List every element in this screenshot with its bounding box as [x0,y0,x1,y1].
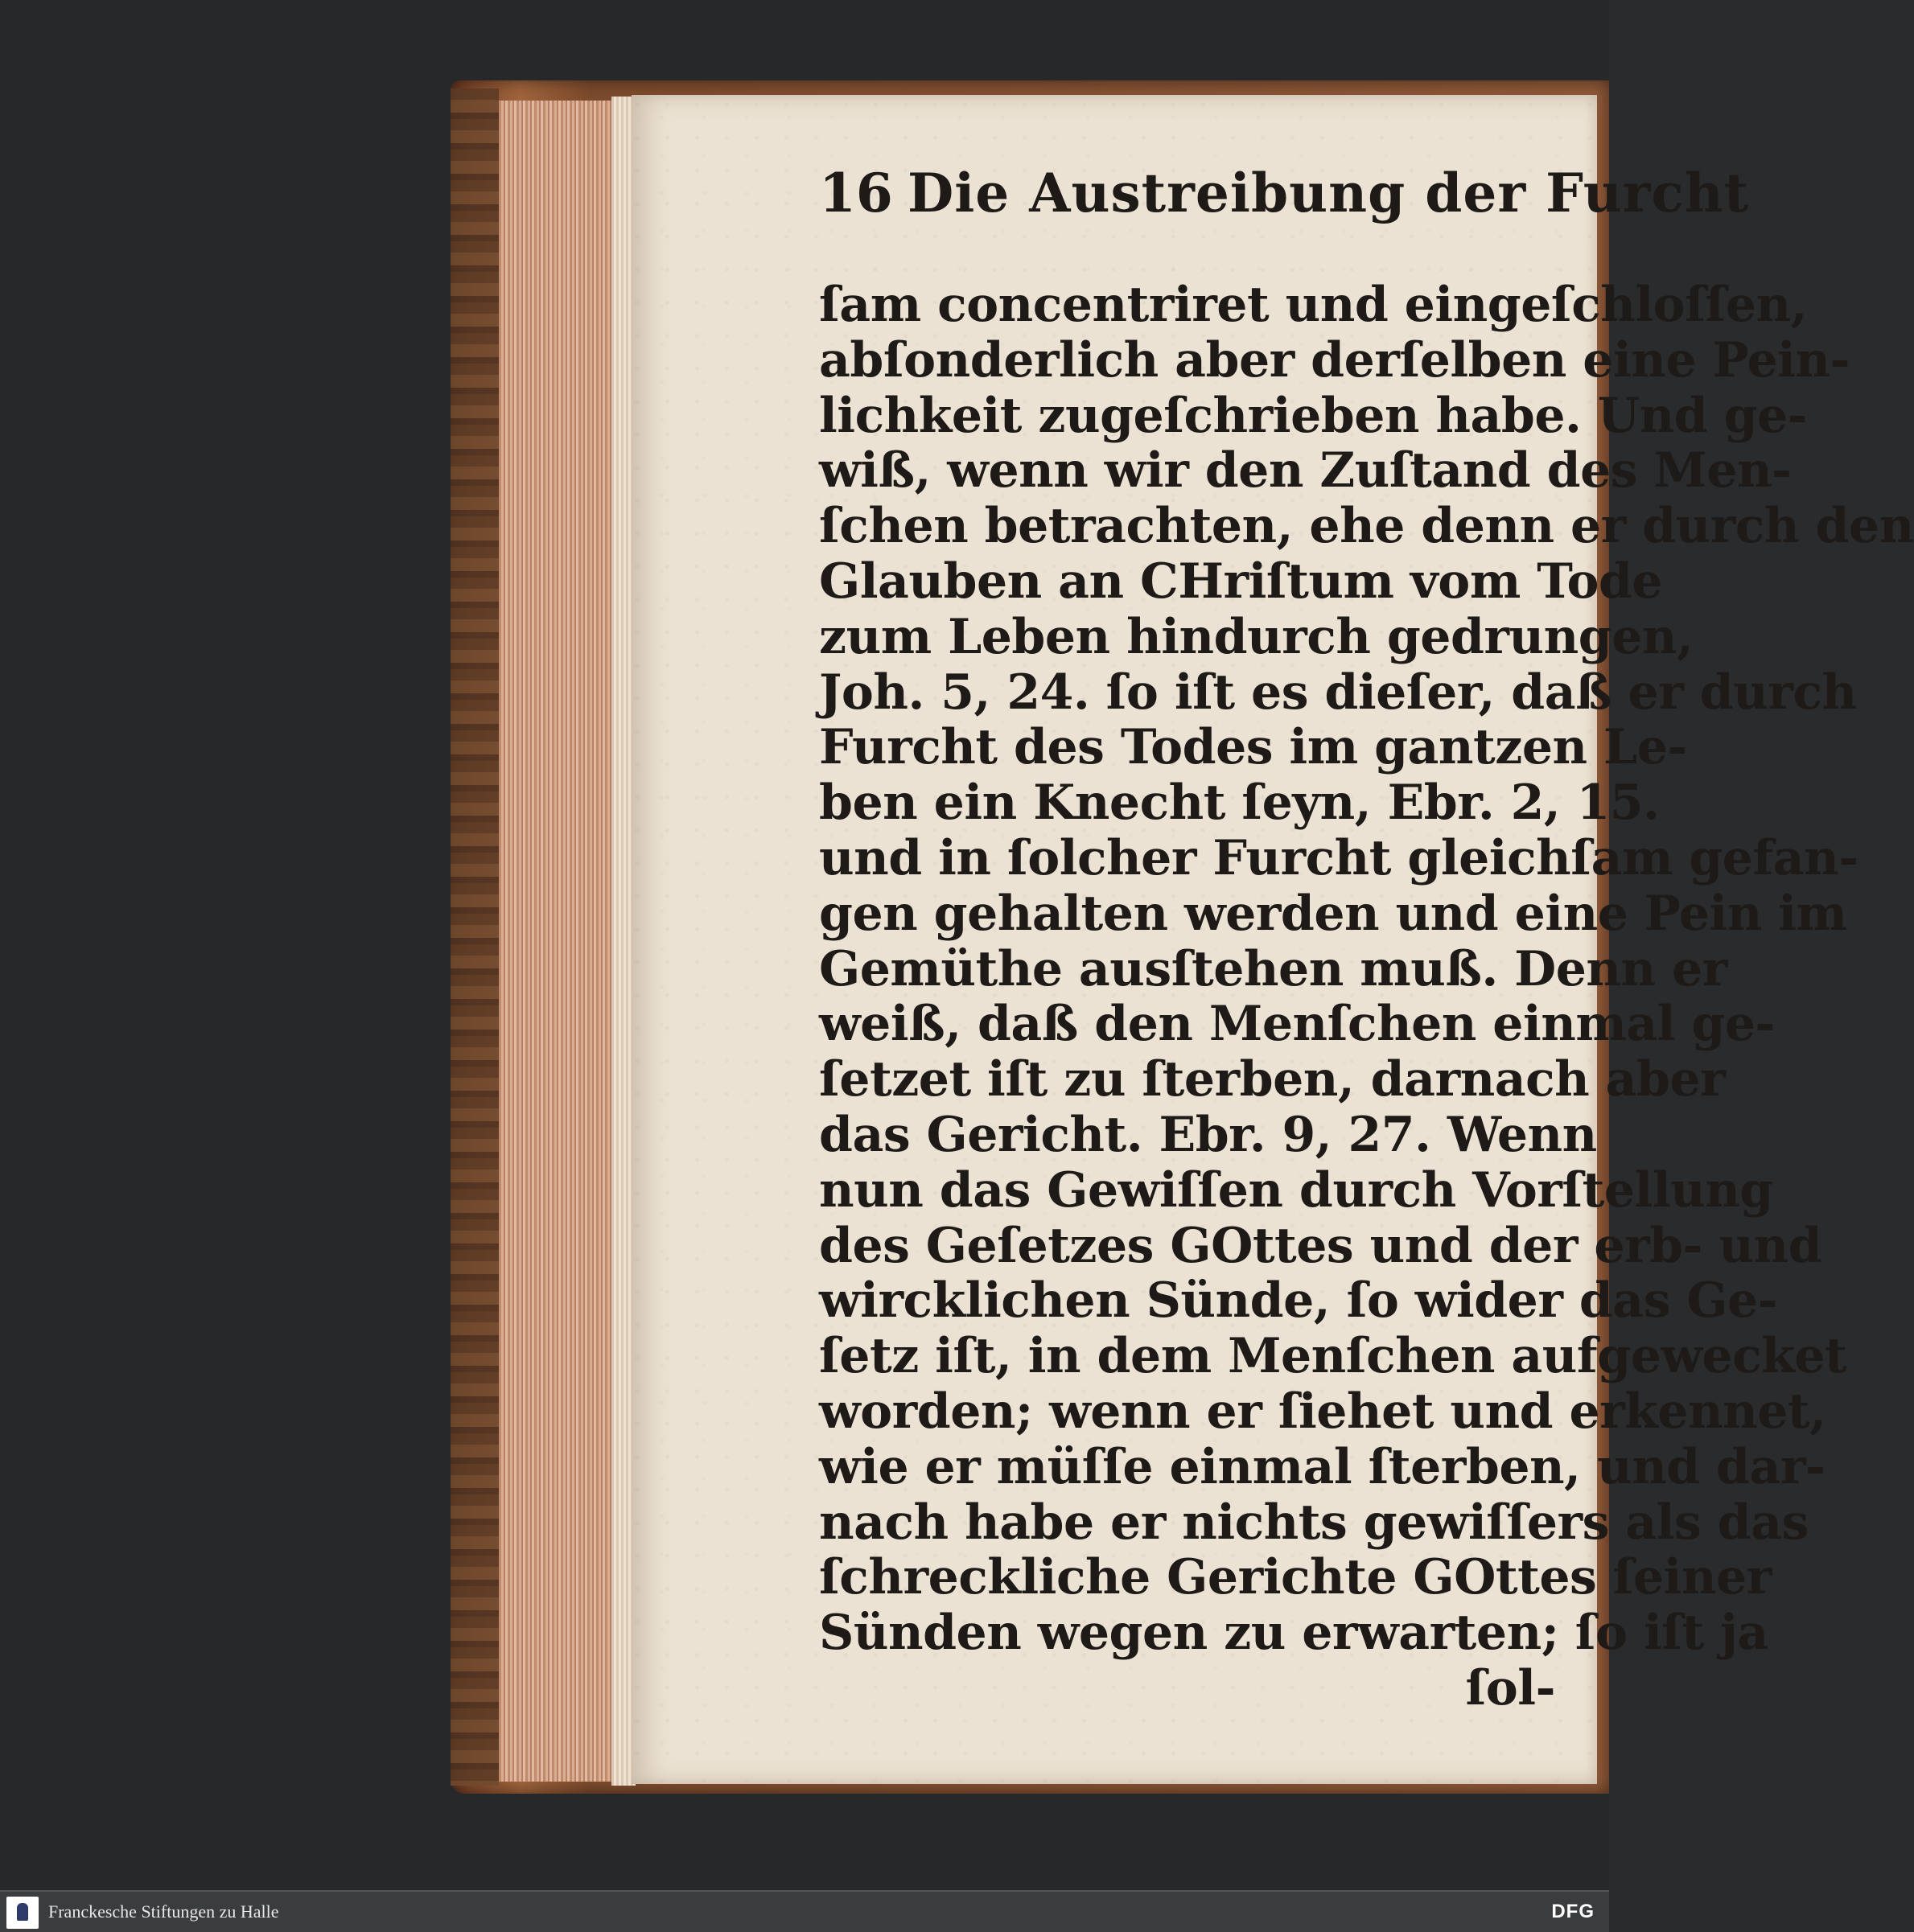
text-line: wiß, wenn wir den Zuſtand des Men- [819,442,1792,499]
body-text [819,277,1914,1716]
text-line: Gemüthe ausſtehen muß. Denn er [819,940,1727,997]
text-line: Joh. 5, 24. ſo iſt es dieſer, daß er durch [819,664,1857,721]
text-line: gen gehalten werden und eine Pein im [819,885,1847,942]
institution-label[interactable]: Franckesche Stiftungen zu Halle [48,1901,279,1922]
text-line: worden; wenn er ſiehet und erkennet, [819,1383,1826,1440]
text-line: das Gericht. Ebr. 9, 27. Wenn [819,1106,1597,1163]
text-line: ſetz iſt, in dem Menſchen aufgewecket [819,1328,1847,1385]
text-line: Furcht des Todes im gantzen Le- [819,719,1687,776]
text-line: wircklichen Sünde, ſo wider das Ge- [819,1272,1778,1330]
running-head [819,157,1750,229]
viewer-footer [0,1890,1609,1932]
text-line: Sünden wegen zu erwarten; ſo iſt ja [819,1605,1768,1662]
text-line: nun das Gewiſſen durch Vorſtellung [819,1161,1773,1219]
text-line: lichkeit zugeſchrieben habe. Und ge- [819,387,1808,444]
text-line: Glauben an CHriſtum vom Tode [819,553,1663,610]
text-line: zum Leben hindurch gedrungen, [819,608,1694,665]
text-line: abſonderlich aber derſelben eine Pein- [819,331,1850,388]
text-line: des Geſetzes GOttes und der erb- und [819,1217,1822,1274]
running-head-title: Die Austreibung der Furcht [908,162,1750,224]
text-line: ſchreckliche Gerichte GOttes ſeiner [819,1549,1772,1606]
catchword: ſol- [1465,1659,1555,1716]
text-line: nach habe er nichts gewiſſers als das [819,1494,1809,1551]
dfg-logo[interactable]: DFG [1551,1901,1595,1922]
page-text-block [819,157,1914,1716]
page-number: 16 [819,162,893,224]
text-line: ſam concentriret und eingeſchloſſen, [819,277,1807,333]
text-line: ſetzet iſt zu ſterben, darnach aber [819,1051,1726,1108]
book-spine-edge [451,88,499,1786]
text-line: weiß, daß den Menſchen einmal ge- [819,996,1775,1053]
text-line: ben ein Knecht ſeyn, Ebr. 2, 15. [819,775,1660,832]
text-line: und in ſolcher Furcht gleichſam gefan- [819,829,1858,886]
text-line: ſchen betrachten, ehe denn er durch den [819,498,1914,555]
text-line: wie er müſſe einmal ſterben, und dar- [819,1438,1826,1495]
franckesche-stiftungen-logo-icon[interactable] [6,1897,39,1929]
page-edges [499,101,628,1782]
